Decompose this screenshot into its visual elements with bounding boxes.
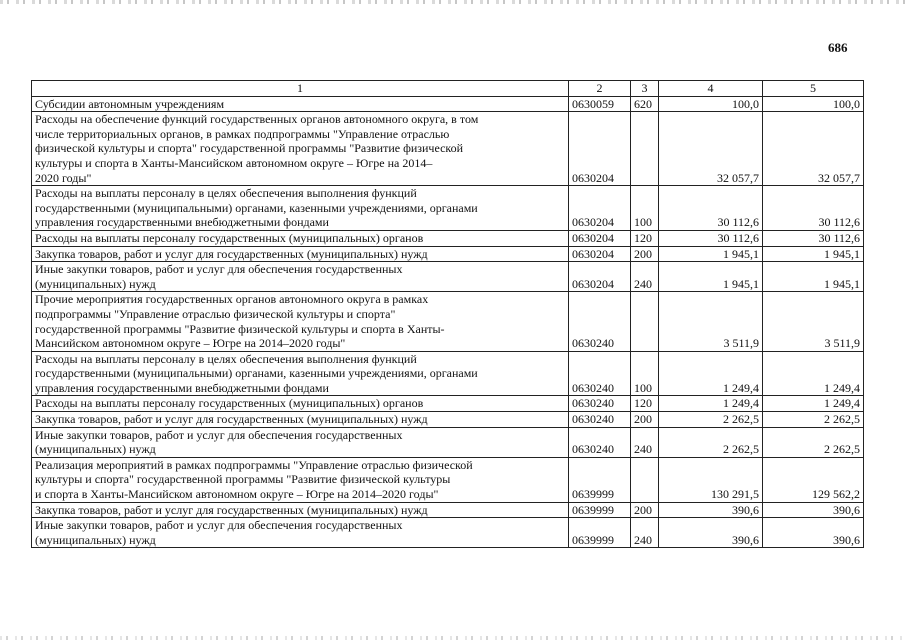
header-col-2: 2 [569,81,631,97]
header-col-1: 1 [32,81,569,97]
header-col-3: 3 [631,81,659,97]
row-code: 0630204 [569,186,631,231]
table-row [32,427,864,457]
row-code: 0630204 [569,112,631,186]
row-code: 0630240 [569,292,631,351]
row-value-4: 100,0 [659,96,763,112]
row-code: 0630240 [569,412,631,428]
row-name: Реализация мероприятий в рамках подпрограммы "Управление отраслью физической культуры и спорта" государственной программы "Развитие физической культуры и спорта в Ханты-Мансийском автономном округе – Югре на 2014–2020 годы" [32,457,569,502]
scan-edge-top [0,0,905,4]
row-expense-type: 200 [631,502,659,518]
row-value-5: 1 945,1 [763,262,864,292]
row-value-5: 2 262,5 [763,412,864,428]
row-value-5: 390,6 [763,502,864,518]
row-code: 0639999 [569,518,631,548]
budget-table [31,80,864,548]
row-name: Закупка товаров, работ и услуг для государственных (муниципальных) нужд [32,246,569,262]
table-row [32,412,864,428]
row-name: Расходы на обеспечение функций государственных органов автономного округа, в том числе территориальных органов, в рамках подпрограммы "Управление отраслью физической культуры и спорта" государственной программы "Развитие физической культуры и спорта в Ханты-Мансийском автономном округе – Югре на 2014– 2020 годы" [32,112,569,186]
row-value-5: 1 249,4 [763,351,864,396]
row-code: 0630240 [569,396,631,412]
row-value-5: 30 112,6 [763,230,864,246]
row-value-5: 2 262,5 [763,427,864,457]
row-code: 0630204 [569,262,631,292]
row-expense-type [631,292,659,351]
row-expense-type: 100 [631,186,659,231]
row-value-4: 30 112,6 [659,186,763,231]
header-row [32,81,864,97]
row-expense-type: 200 [631,246,659,262]
row-name: Иные закупки товаров, работ и услуг для обеспечения государственных (муниципальных) нужд [32,427,569,457]
row-code: 0639999 [569,457,631,502]
row-value-4: 390,6 [659,502,763,518]
row-expense-type: 120 [631,230,659,246]
row-name: Прочие мероприятия государственных органов автономного округа в рамках подпрограммы "Управление отраслью физической культуры и спорта" государственной программы "Развитие физической культуры и спорта в Ханты- Мансийском автономном округе – Югре на 2014–2020 годы" [32,292,569,351]
row-code: 0630240 [569,351,631,396]
table-row [32,112,864,186]
header-col-4: 4 [659,81,763,97]
row-name: Расходы на выплаты персоналу в целях обеспечения выполнения функций государственными (муниципальными) органами, казенными учреждениями, органами управления государственными внебюджетными фондами [32,186,569,231]
row-name: Субсидии автономным учреждениям [32,96,569,112]
row-code: 0639999 [569,502,631,518]
row-value-5: 1 945,1 [763,246,864,262]
row-value-5: 30 112,6 [763,186,864,231]
row-expense-type: 240 [631,518,659,548]
table-row [32,518,864,548]
row-expense-type: 240 [631,262,659,292]
row-expense-type: 240 [631,427,659,457]
table-row [32,292,864,351]
row-value-4: 130 291,5 [659,457,763,502]
row-value-5: 129 562,2 [763,457,864,502]
row-expense-type [631,457,659,502]
row-code: 0630204 [569,230,631,246]
page-number: 686 [828,40,848,55]
row-name: Закупка товаров, работ и услуг для государственных (муниципальных) нужд [32,412,569,428]
table-row [32,351,864,396]
row-expense-type: 200 [631,412,659,428]
row-name: Иные закупки товаров, работ и услуг для обеспечения государственных (муниципальных) нужд [32,518,569,548]
row-name: Расходы на выплаты персоналу в целях обеспечения выполнения функций государственными (муниципальными) органами, казенными учреждениями, органами управления государственными внебюджетными фондами [32,351,569,396]
row-expense-type: 100 [631,351,659,396]
row-expense-type: 120 [631,396,659,412]
row-value-4: 1 945,1 [659,262,763,292]
row-name: Иные закупки товаров, работ и услуг для обеспечения государственных (муниципальных) нужд [32,262,569,292]
row-value-5: 3 511,9 [763,292,864,351]
row-value-4: 1 249,4 [659,396,763,412]
table-row [32,457,864,502]
table-row [32,186,864,231]
row-code: 0630240 [569,427,631,457]
row-value-4: 2 262,5 [659,412,763,428]
row-value-4: 1 945,1 [659,246,763,262]
row-value-5: 1 249,4 [763,396,864,412]
row-value-4: 30 112,6 [659,230,763,246]
row-value-4: 1 249,4 [659,351,763,396]
row-name: Расходы на выплаты персоналу государственных (муниципальных) органов [32,396,569,412]
row-value-4: 3 511,9 [659,292,763,351]
scan-edge-bottom [0,636,905,640]
row-value-4: 32 057,7 [659,112,763,186]
row-value-5: 32 057,7 [763,112,864,186]
table-row [32,246,864,262]
table-row [32,96,864,112]
row-value-4: 2 262,5 [659,427,763,457]
row-expense-type: 620 [631,96,659,112]
table-row [32,262,864,292]
row-name: Закупка товаров, работ и услуг для государственных (муниципальных) нужд [32,502,569,518]
row-value-5: 390,6 [763,518,864,548]
header-col-5: 5 [763,81,864,97]
table-row [32,396,864,412]
row-code: 0630059 [569,96,631,112]
row-value-4: 390,6 [659,518,763,548]
row-code: 0630204 [569,246,631,262]
row-expense-type [631,112,659,186]
table-row [32,502,864,518]
row-value-5: 100,0 [763,96,864,112]
row-name: Расходы на выплаты персоналу государственных (муниципальных) органов [32,230,569,246]
table-row [32,230,864,246]
